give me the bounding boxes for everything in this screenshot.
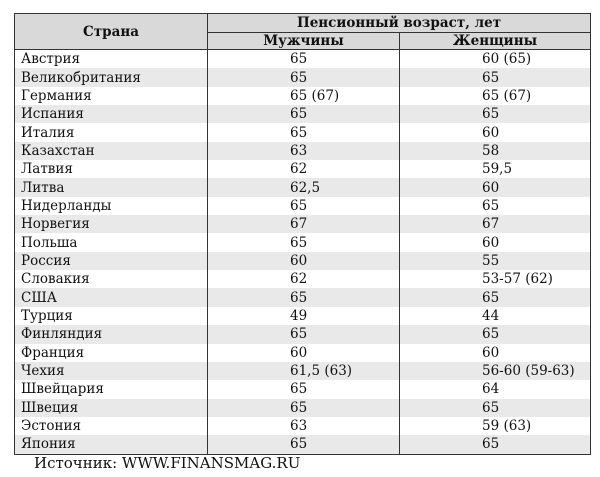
cell-men: 63 — [208, 142, 400, 160]
table-row — [15, 197, 591, 215]
cell-men: 49 — [208, 307, 400, 325]
table-header — [15, 14, 591, 50]
cell-men: 60 — [208, 344, 400, 362]
cell-country: Великобритания — [15, 68, 208, 86]
cell-country: США — [15, 288, 208, 306]
table-row — [15, 344, 591, 362]
cell-men: 61,5 (63) — [208, 362, 400, 380]
cell-men: 67 — [208, 215, 400, 233]
cell-country: Швейцария — [15, 380, 208, 398]
cell-women: 60 — [400, 178, 591, 196]
cell-men: 65 — [208, 197, 400, 215]
column-group-header-pension-age: Пенсионный возраст, лет — [208, 14, 591, 33]
cell-women: 55 — [400, 252, 591, 270]
cell-men: 65 — [208, 50, 400, 69]
cell-women: 67 — [400, 215, 591, 233]
cell-women: 60 — [400, 233, 591, 251]
cell-women: 65 — [400, 105, 591, 123]
cell-country: Австрия — [15, 50, 208, 69]
table-row — [15, 325, 591, 343]
table-row — [15, 215, 591, 233]
cell-country: Швеция — [15, 399, 208, 417]
cell-country: Польша — [15, 233, 208, 251]
cell-women: 58 — [400, 142, 591, 160]
table-row — [15, 50, 591, 69]
table-row — [15, 380, 591, 398]
cell-women: 60 (65) — [400, 50, 591, 69]
cell-country: Россия — [15, 252, 208, 270]
cell-country: Латвия — [15, 160, 208, 178]
cell-women: 53-57 (62) — [400, 270, 591, 288]
table-row — [15, 288, 591, 306]
table-row — [15, 307, 591, 325]
cell-men: 65 — [208, 325, 400, 343]
cell-men: 65 — [208, 435, 400, 454]
cell-country: Испания — [15, 105, 208, 123]
table-row — [15, 362, 591, 380]
cell-country: Финляндия — [15, 325, 208, 343]
cell-men: 65 — [208, 288, 400, 306]
cell-women: 65 (67) — [400, 87, 591, 105]
cell-women: 59 (63) — [400, 417, 591, 435]
column-header-women: Женщины — [400, 33, 591, 50]
table-row — [15, 142, 591, 160]
cell-women: 60 — [400, 344, 591, 362]
cell-men: 65 — [208, 233, 400, 251]
cell-women: 65 — [400, 399, 591, 417]
table-row — [15, 68, 591, 86]
cell-country: Чехия — [15, 362, 208, 380]
cell-women: 65 — [400, 197, 591, 215]
cell-country: Норвегия — [15, 215, 208, 233]
cell-country: Эстония — [15, 417, 208, 435]
source-note: Источник: WWW.FINANSMAG.RU — [34, 454, 301, 472]
cell-country: Германия — [15, 87, 208, 105]
cell-men: 62,5 — [208, 178, 400, 196]
table-row — [15, 399, 591, 417]
cell-women: 65 — [400, 325, 591, 343]
cell-country: Казахстан — [15, 142, 208, 160]
pension-age-table — [14, 13, 591, 455]
cell-men: 65 — [208, 380, 400, 398]
cell-women: 65 — [400, 435, 591, 454]
cell-country: Литва — [15, 178, 208, 196]
cell-women: 64 — [400, 380, 591, 398]
cell-women: 44 — [400, 307, 591, 325]
cell-country: Италия — [15, 123, 208, 141]
cell-men: 63 — [208, 417, 400, 435]
table-row — [15, 123, 591, 141]
cell-country: Словакия — [15, 270, 208, 288]
cell-men: 62 — [208, 270, 400, 288]
table-row — [15, 105, 591, 123]
table-row — [15, 87, 591, 105]
table-row — [15, 160, 591, 178]
table-row — [15, 435, 591, 454]
cell-country: Япония — [15, 435, 208, 454]
column-header-country: Страна — [15, 14, 208, 50]
cell-men: 65 — [208, 399, 400, 417]
cell-men: 62 — [208, 160, 400, 178]
column-header-men: Мужчины — [208, 33, 400, 50]
pension-age-table-container — [14, 13, 590, 455]
table-row — [15, 233, 591, 251]
cell-country: Турция — [15, 307, 208, 325]
cell-women: 56-60 (59-63) — [400, 362, 591, 380]
cell-men: 65 — [208, 68, 400, 86]
cell-men: 65 (67) — [208, 87, 400, 105]
table-row — [15, 270, 591, 288]
cell-women: 65 — [400, 288, 591, 306]
cell-men: 60 — [208, 252, 400, 270]
table-row — [15, 417, 591, 435]
cell-men: 65 — [208, 123, 400, 141]
cell-women: 65 — [400, 68, 591, 86]
cell-country: Нидерланды — [15, 197, 208, 215]
table-row — [15, 252, 591, 270]
cell-women: 59,5 — [400, 160, 591, 178]
table-row — [15, 178, 591, 196]
cell-country: Франция — [15, 344, 208, 362]
cell-women: 60 — [400, 123, 591, 141]
table-body — [15, 50, 591, 455]
cell-men: 65 — [208, 105, 400, 123]
